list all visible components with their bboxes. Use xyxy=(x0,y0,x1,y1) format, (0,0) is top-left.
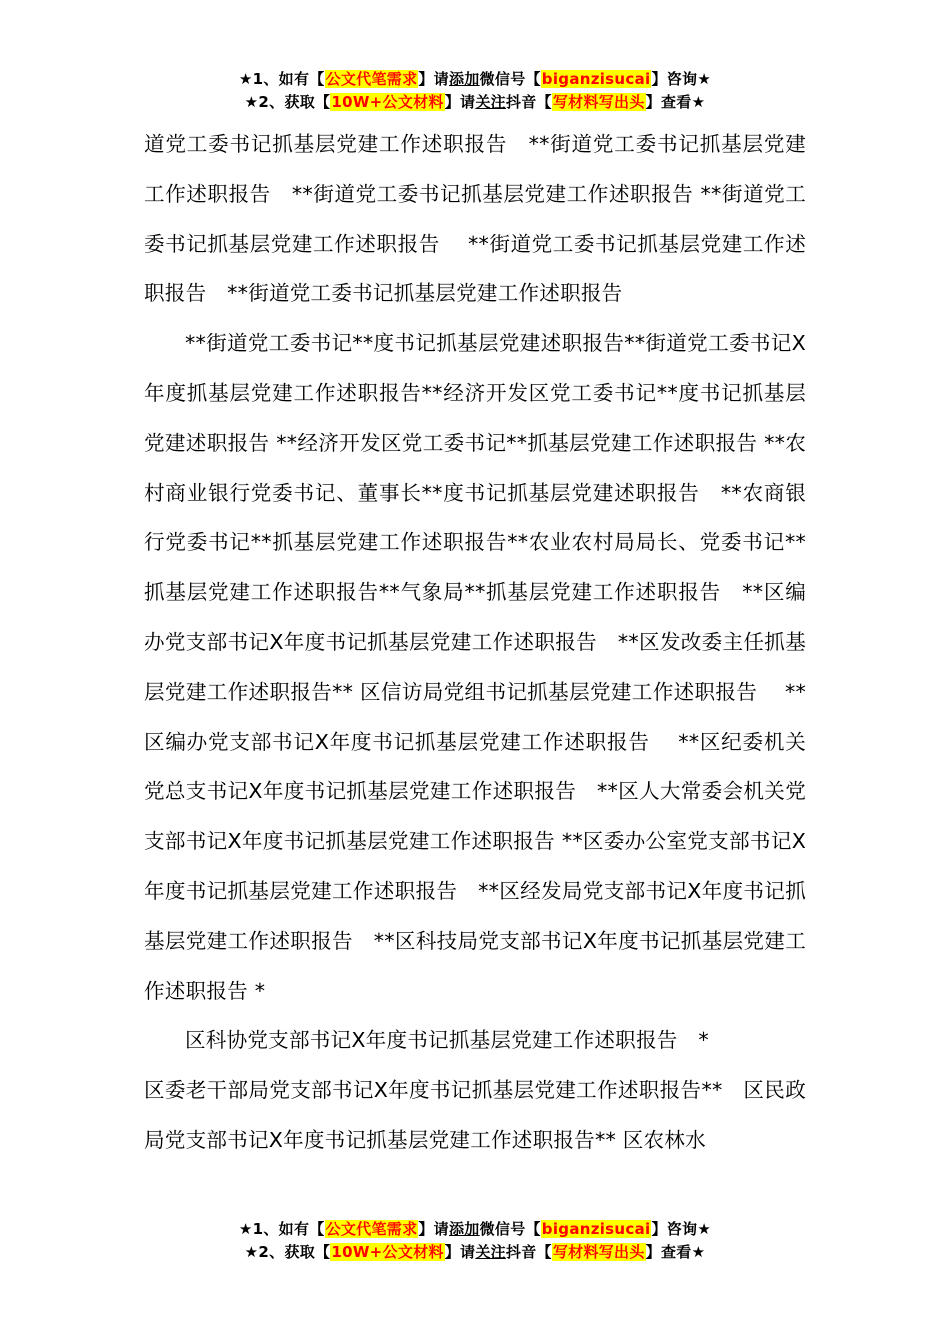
header-banner xyxy=(0,68,950,114)
banner-text: ★1、如有【 xyxy=(238,1220,325,1238)
paragraph-3: 区科协党支部书记X年度书记抓基层党建工作述职报告 * xyxy=(185,1028,709,1053)
banner-underlined-text: 添加 xyxy=(448,1220,480,1238)
banner-highlight: 10W+公文材料 xyxy=(331,1243,444,1261)
banner-text: 】咨询★ xyxy=(651,1220,712,1238)
banner-text: 】查看★ xyxy=(645,93,706,111)
banner-highlight: 写材料写出头 xyxy=(552,93,645,111)
banner-highlight: 公文代笔需求 xyxy=(325,1220,418,1238)
footer-banner xyxy=(0,1218,950,1264)
banner-line-1 xyxy=(0,1218,950,1241)
banner-line-2 xyxy=(0,1241,950,1264)
banner-highlight: 10W+公文材料 xyxy=(331,93,444,111)
banner-text: 微信号【 xyxy=(479,70,541,88)
banner-text: 】请 xyxy=(444,1243,476,1261)
banner-text: 】请 xyxy=(418,1220,449,1238)
paragraph-2: **街道党工委书记**度书记抓基层党建述职报告**街道党工委书记X年度抓基层党建工作述职报告**经济开发区党工委书记**度书记抓基层党建述职报告 **经济开发区党工委书记**抓基层党建工作述职报告 **农村商业银行党委书记、董事长**度书记抓基层党建述职报告 **农商银行党委书记**抓基层党建工作述职报告**农业农村局局长、党委书记**抓基层党建工作述职报告**气象局**抓基层党建工作述职报告 **区编办党支部书记X年度书记抓基层党建工作述职报告 **区发改委主任抓基层党建工作述职报告** 区信访局党组书记抓基层党建工作述职报告 **区编办党支部书记X年度书记抓基层党建工作述职报告 **区纪委机关党总支书记X年度书记抓基层党建工作述职报告 **区人大常委会机关党支部书记X年度书记抓基层党建工作述职报告 **区委办公室党支部书记X年度书记抓基层党建工作述职报告 **区经发局党支部书记X年度书记抓基层党建工作述职报告 **区科技局党支部书记X年度书记抓基层党建工作述职报告 * xyxy=(144,331,807,1003)
banner-text: 抖音【 xyxy=(505,93,552,111)
banner-underlined-text: 关注 xyxy=(475,93,506,111)
banner-text: 】请 xyxy=(444,93,476,111)
banner-highlight: biganzisucai xyxy=(541,1220,651,1238)
paragraph-1: 道党工委书记抓基层党建工作述职报告 **街道党工委书记抓基层党建工作述职报告 **街道党工委书记抓基层党建工作述职报告 **街道党工委书记抓基层党建工作述职报告 **街道党工委书记抓基层党建工作述职报告 **街道党工委书记抓基层党建工作述职报告 xyxy=(144,132,806,306)
banner-text: 】请 xyxy=(418,70,449,88)
banner-underlined-text: 添加 xyxy=(448,70,480,88)
banner-text: 微信号【 xyxy=(479,1220,541,1238)
paragraph-4: 区委老干部局党支部书记X年度书记抓基层党建工作述职报告** 区民政局党支部书记X年度书记抓基层党建工作述职报告** 区农林水 xyxy=(144,1078,806,1152)
banner-text: ★2、获取【 xyxy=(244,1243,331,1261)
banner-text: ★2、获取【 xyxy=(244,93,331,111)
banner-highlight: 公文代笔需求 xyxy=(325,70,418,88)
banner-highlight: 写材料写出头 xyxy=(552,1243,645,1261)
banner-line-2 xyxy=(0,91,950,114)
banner-line-1 xyxy=(0,68,950,91)
banner-highlight: biganzisucai xyxy=(541,70,651,88)
banner-underlined-text: 关注 xyxy=(475,1243,506,1261)
banner-text: 抖音【 xyxy=(505,1243,552,1261)
banner-text: 】查看★ xyxy=(645,1243,706,1261)
document-body xyxy=(144,120,806,1166)
banner-text: 】咨询★ xyxy=(651,70,712,88)
banner-text: ★1、如有【 xyxy=(238,70,325,88)
